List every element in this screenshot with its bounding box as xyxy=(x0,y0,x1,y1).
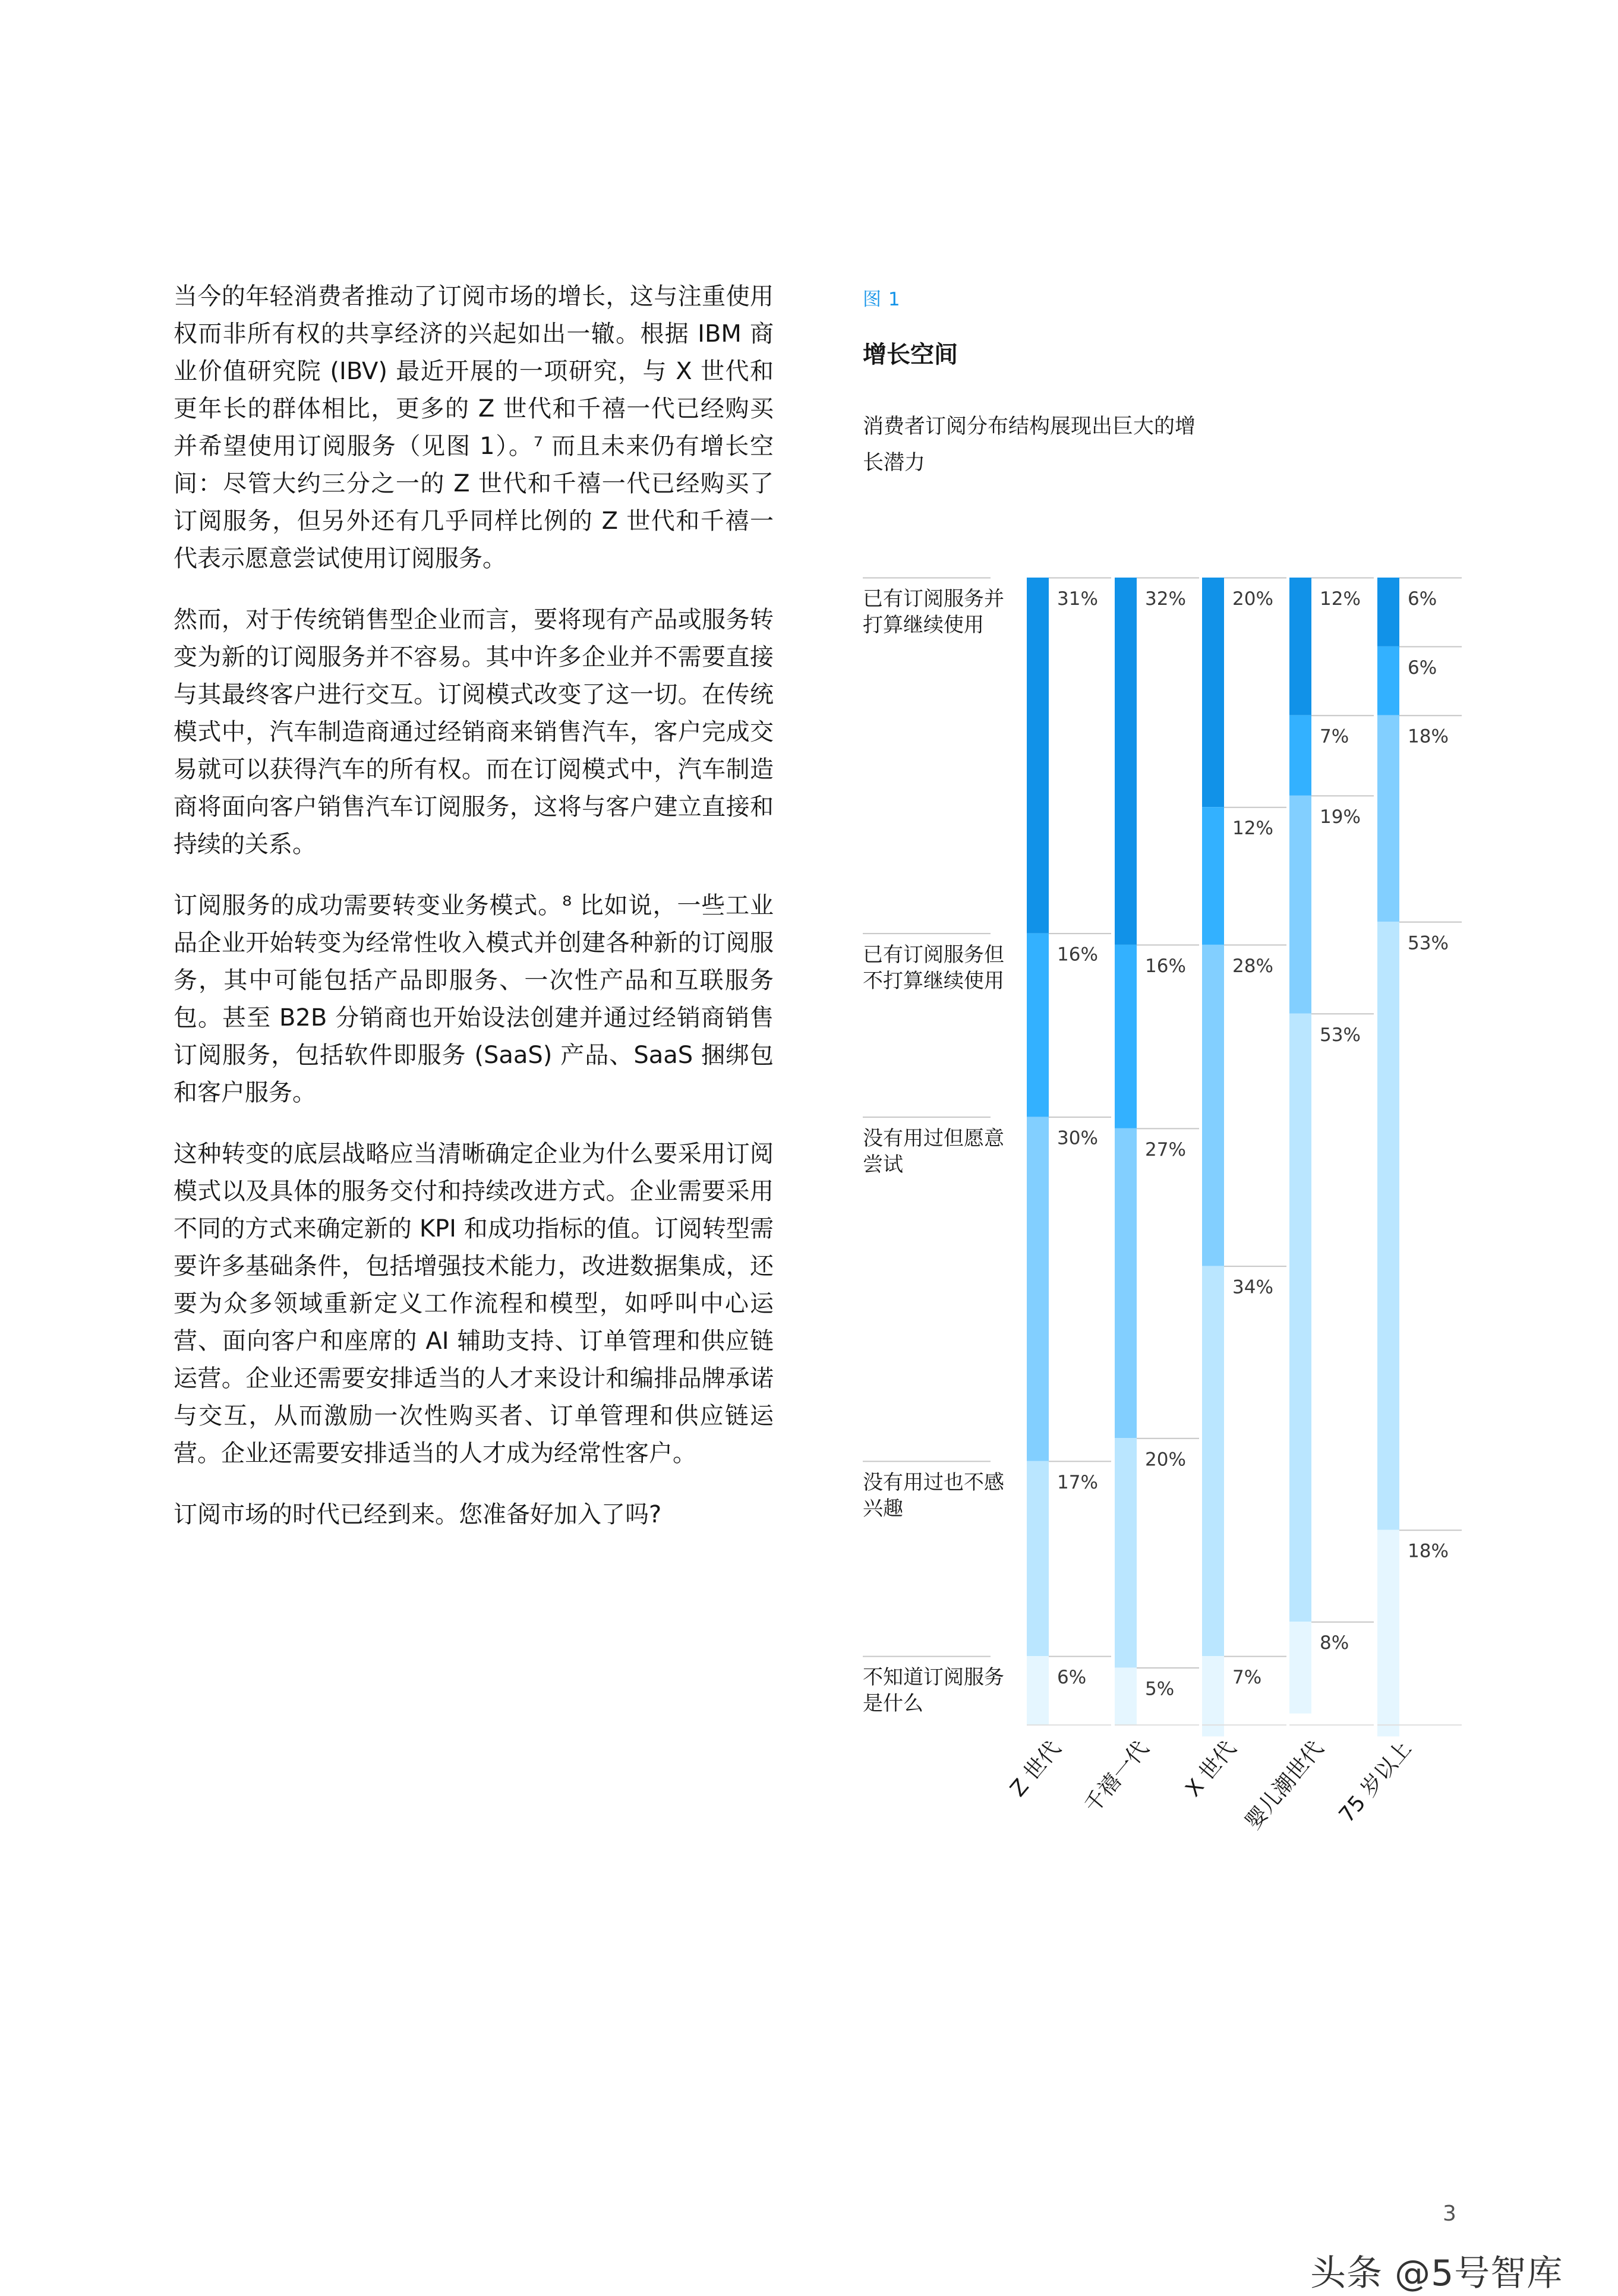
category-label: X 世代 xyxy=(1181,1736,1241,1802)
bar-segment xyxy=(1377,1530,1399,1737)
article-paragraph: 当今的年轻消费者推动了订阅市场的增长，这与注重使用权而非所有权的共享经济的兴起如出一辙。根据 IBM 商业价值研究院 (IBV) 最近开展的一项研究，与 X 世代和更年长的群体相比，更多的 Z 世代和千禧一代已经购买并希望使用订阅服务（见图 1）。⁷ 而且未来仍有增长空间：尽管大约三分之一的 Z 世代和千禧一代已经购买了订阅服务，但另外还有几乎同样比例的 Z 世代和千禧一代表示愿意尝试使用订阅服务。 xyxy=(174,283,774,572)
article-paragraph: 订阅市场的时代已经到来。您准备好加入了吗? xyxy=(174,1501,662,1528)
series-label: 没有用过也不感兴趣 xyxy=(863,1470,1004,1521)
figure-subtitle: 消费者订阅分布结构展现出巨大的增长潜力 xyxy=(863,415,1196,475)
bar-segment xyxy=(1115,1438,1137,1667)
data-label: 34% xyxy=(1232,1276,1273,1298)
data-label: 18% xyxy=(1408,726,1449,748)
bar-segment xyxy=(1289,715,1311,796)
data-label: 7% xyxy=(1232,1667,1262,1689)
bar-segment xyxy=(1377,715,1399,922)
series-label: 已有订阅服务并打算继续使用 xyxy=(863,587,1004,637)
bar-segment xyxy=(1027,1461,1049,1656)
data-label: 7% xyxy=(1320,726,1349,748)
figure-title: 增长空间 xyxy=(863,341,958,368)
bar-segment xyxy=(1377,646,1399,715)
series-label: 没有用过但愿意尝试 xyxy=(863,1126,1004,1177)
bar-segment xyxy=(1027,933,1049,1117)
bar-segment xyxy=(1202,1266,1224,1657)
bar-segment xyxy=(1289,578,1311,715)
data-label: 27% xyxy=(1145,1138,1186,1160)
article-paragraph: 这种转变的底层战略应当清晰确定企业为什么要采用订阅模式以及具体的服务交付和持续改进方式。企业需要采用不同的方式来确定新的 KPI 和成功指标的值。订阅转型需要许多基础条件，包括增强技术能力，改进数据集成，还要为众多领域重新定义工作流程和模型，如呼叫中心运营、面向客户和座席的 AI 辅助支持、订单管理和供应链运营。企业还需要安排适当的人才来设计和编排品牌承诺与交互，从而激励一次性购买者、订单管理和供应链运营。企业还需要安排适当的人才成为经常性客户。 xyxy=(174,1140,774,1467)
data-label: 6% xyxy=(1408,657,1437,679)
article-paragraph: 然而，对于传统销售型企业而言，要将现有产品或服务转变为新的订阅服务并不容易。其中许多企业并不需要直接与其最终客户进行交互。订阅模式改变了这一切。在传统模式中，汽车制造商通过经销商来销售汽车，客户完成交易就可以获得汽车的所有权。而在订阅模式中，汽车制造商将面向客户销售汽车订阅服务，这将与客户建立直接和持续的关系。 xyxy=(174,606,774,858)
data-label: 6% xyxy=(1057,1667,1087,1689)
bar-segment xyxy=(1115,1128,1137,1438)
bar-segment xyxy=(1115,1667,1137,1725)
bar-segment xyxy=(1289,796,1311,1014)
category-label: Z 世代 xyxy=(1005,1736,1066,1802)
data-label: 20% xyxy=(1232,588,1273,610)
bar-segment xyxy=(1377,578,1399,646)
data-label: 17% xyxy=(1057,1471,1098,1493)
series-label: 已有订阅服务但不打算继续使用 xyxy=(863,942,1004,993)
bar-segment xyxy=(1202,945,1224,1266)
data-label: 18% xyxy=(1408,1540,1449,1562)
bar-segment xyxy=(1289,1014,1311,1622)
page-number: 3 xyxy=(1443,2202,1456,2226)
bar-segment xyxy=(1289,1622,1311,1713)
figure-number: 图 1 xyxy=(863,289,901,310)
data-label: 16% xyxy=(1057,944,1098,966)
data-label: 5% xyxy=(1145,1678,1175,1700)
data-label: 12% xyxy=(1320,588,1361,610)
bar-segment xyxy=(1202,578,1224,807)
bar-segment xyxy=(1027,1656,1049,1725)
category-label: 婴儿潮世代 xyxy=(1241,1736,1329,1834)
article-paragraph: 订阅服务的成功需要转变业务模式。⁸ 比如说，一些工业品企业开始转变为经常性收入模式并创建各种新的订阅服务，其中可能包括产品即服务、一次性产品和互联服务包。甚至 B2B 分销商也开始设法创建并通过经销商销售订阅服务，包括软件即服务 (SaaS) 产品、SaaS 捆绑包和客户服务。 xyxy=(174,892,774,1106)
bar-segment xyxy=(1202,807,1224,945)
data-label: 53% xyxy=(1320,1024,1361,1046)
series-label: 不知道订阅服务是什么 xyxy=(863,1666,1004,1716)
data-label: 19% xyxy=(1320,806,1361,828)
data-label: 16% xyxy=(1145,955,1186,977)
bar-segment xyxy=(1377,922,1399,1529)
watermark: 头条 @5号智库 xyxy=(1310,2253,1563,2294)
data-label: 30% xyxy=(1057,1127,1098,1149)
data-label: 53% xyxy=(1408,932,1449,954)
data-label: 8% xyxy=(1320,1632,1349,1654)
category-label: 75 岁以上 xyxy=(1334,1736,1417,1828)
bar-segment xyxy=(1027,578,1049,933)
data-label: 6% xyxy=(1408,588,1437,610)
bar-segment xyxy=(1027,1117,1049,1461)
data-label: 20% xyxy=(1145,1449,1186,1471)
data-label: 12% xyxy=(1232,818,1273,840)
bar-segment xyxy=(1115,578,1137,945)
bar-segment xyxy=(1115,945,1137,1128)
data-label: 32% xyxy=(1145,588,1186,610)
data-label: 31% xyxy=(1057,588,1098,610)
data-label: 28% xyxy=(1232,955,1273,977)
category-label: 千禧一代 xyxy=(1080,1736,1154,1818)
